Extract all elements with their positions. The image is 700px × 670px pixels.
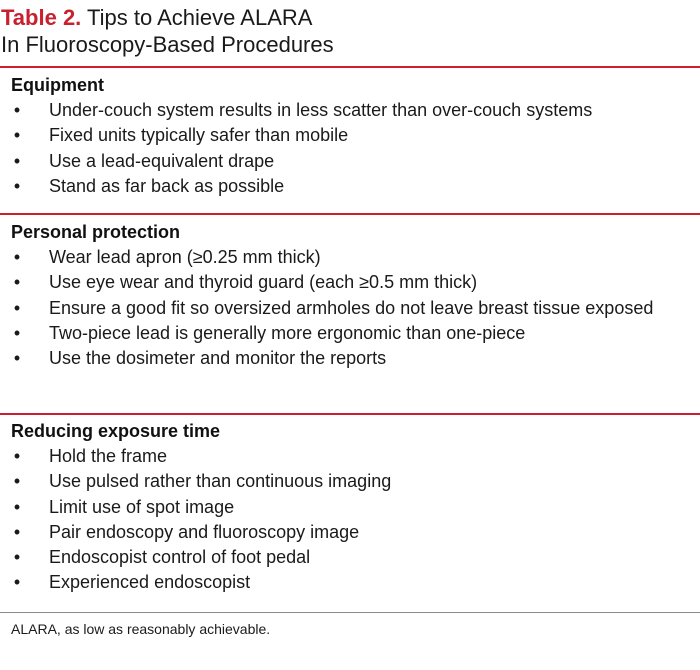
item-list: [11, 444, 696, 596]
bullet-icon: •: [13, 348, 21, 369]
section-heading: Reducing exposure time: [11, 421, 221, 441]
table-title-line1: Tips to Achieve ALARA: [87, 5, 313, 30]
list-item: • Two-piece lead is generally more ergonomic than one-piece: [11, 321, 696, 346]
section-heading: Equipment: [11, 75, 104, 95]
list-item: • Endoscopist control of foot pedal: [11, 545, 696, 570]
footnote-divider: [0, 612, 700, 613]
list-item: • Fixed units typically safer than mobile: [11, 123, 696, 148]
list-item: • Use the dosimeter and monitor the reports: [11, 346, 696, 371]
section-heading: Personal protection: [11, 222, 181, 242]
section-equipment: [11, 73, 696, 199]
list-item: • Use a lead-equivalent drape: [11, 149, 696, 174]
list-item: • Limit use of spot image: [11, 495, 696, 520]
list-item: • Stand as far back as possible: [11, 174, 696, 199]
list-item: • Pair endoscopy and fluoroscopy image: [11, 520, 696, 545]
list-item: • Use pulsed rather than continuous imaging: [11, 469, 696, 494]
list-item: • Hold the frame: [11, 444, 696, 469]
bullet-icon: •: [13, 175, 21, 196]
section-divider: [0, 413, 700, 415]
bullet-icon: •: [13, 125, 21, 146]
table-title: [1, 4, 334, 58]
table-title-line2: In Fluoroscopy-Based Procedures: [1, 32, 334, 57]
bullet-icon: •: [13, 150, 21, 171]
bullet-icon: •: [13, 272, 21, 293]
list-item: • Experienced endoscopist: [11, 570, 696, 595]
bullet-icon: •: [13, 322, 21, 343]
list-item: • Wear lead apron (≥0.25 mm thick): [11, 245, 696, 270]
bullet-icon: •: [13, 547, 21, 568]
bullet-icon: •: [13, 100, 21, 120]
bullet-icon: •: [13, 471, 21, 492]
section-divider: [0, 213, 700, 215]
item-list: [11, 245, 696, 371]
list-item: • Under-couch system results in less scatter than over-couch systems: [11, 98, 696, 123]
bullet-icon: •: [13, 297, 21, 318]
bullet-icon: •: [13, 521, 21, 542]
item-list: [11, 98, 696, 199]
bullet-icon: •: [13, 496, 21, 517]
section-reducing-exposure-time: [11, 419, 696, 596]
list-item: • Ensure a good fit so oversized armholes do not leave breast tissue exposed: [11, 296, 696, 321]
bullet-icon: •: [13, 446, 21, 466]
table-label: Table 2.: [1, 5, 82, 30]
table-footnote: ALARA, as low as reasonably achievable.: [11, 621, 271, 637]
bullet-icon: •: [13, 247, 21, 267]
bullet-icon: •: [13, 572, 21, 593]
section-divider: [0, 66, 700, 68]
list-item: • Use eye wear and thyroid guard (each ≥0.5 mm thick): [11, 270, 696, 295]
section-personal-protection: [11, 220, 696, 371]
